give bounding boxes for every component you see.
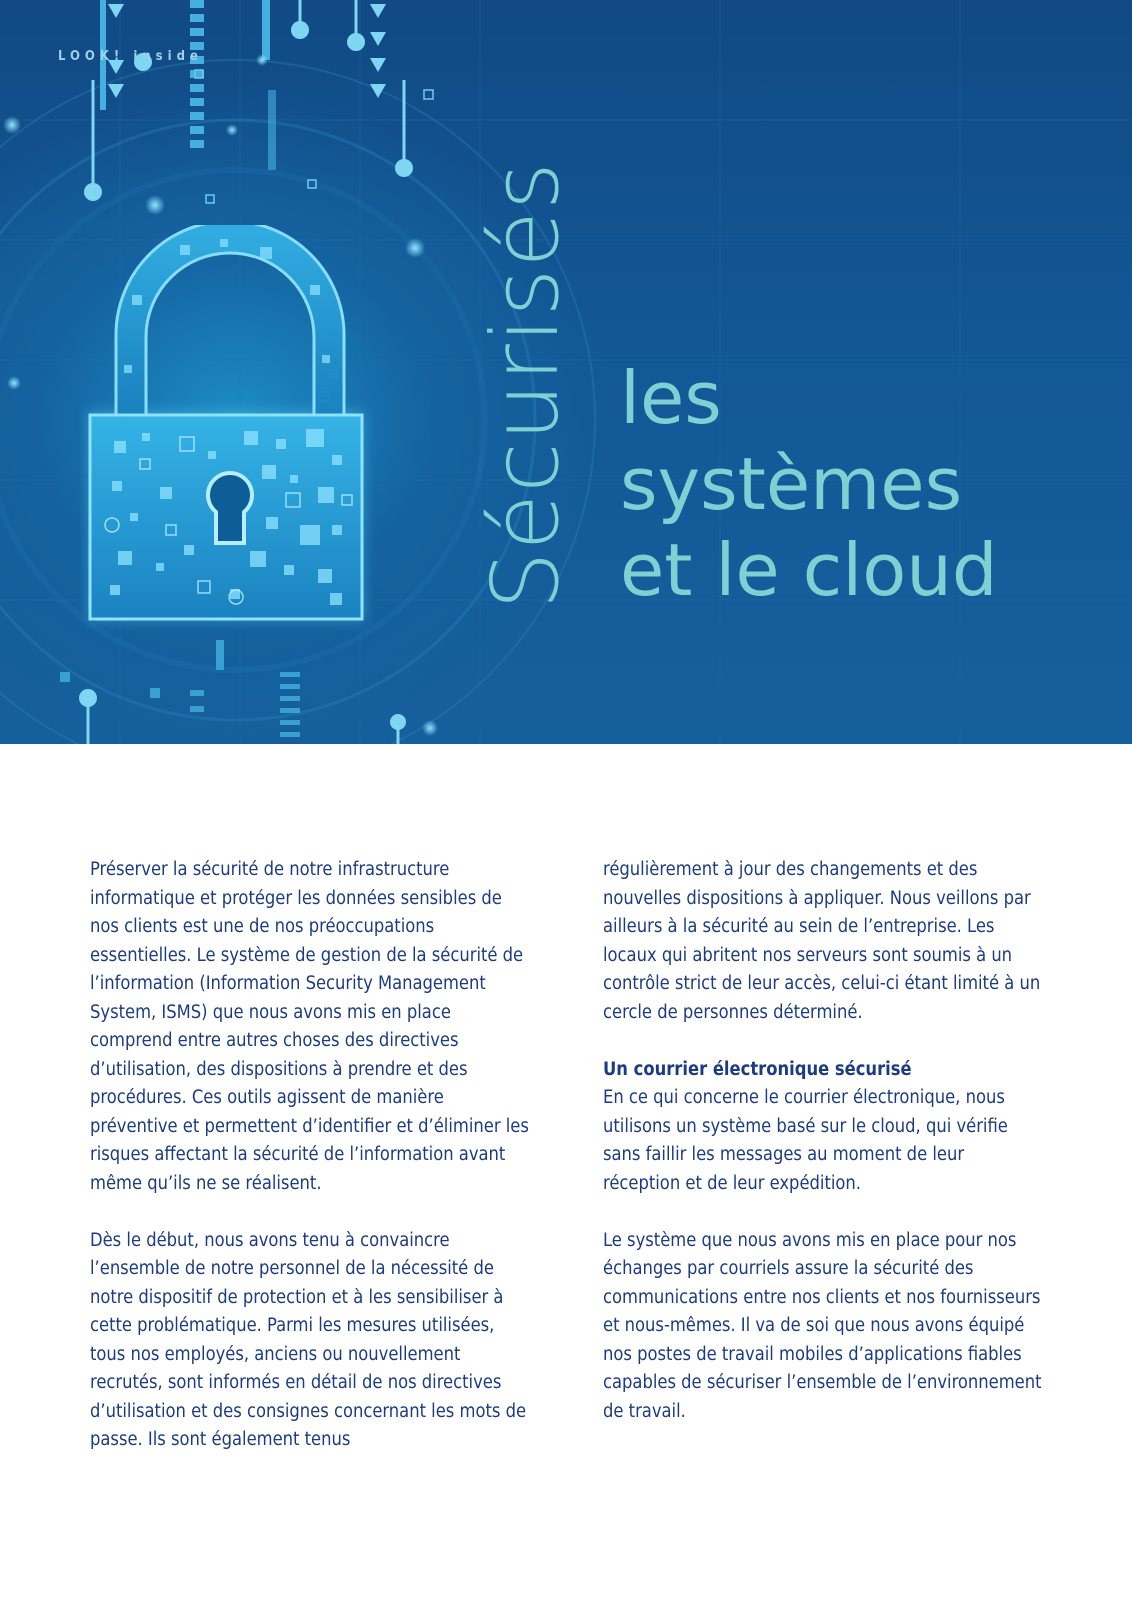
paragraph: Le système que nous avons mis en place pour nos échanges par courriels assure la sécurité des communications entre nos clients et nos fournisseurs et nous-mêmes. Il va de soi que nous avons équipé nos postes de travail mobiles d’applications fiables capables de sécuriser l’ensemble de l’environnement de travail. xyxy=(603,1229,1042,1422)
paragraph: En ce qui concerne le courrier électronique, nous utilisons un système basé sur le cloud, qui vérifie sans faillir les messages au moment de leur réception et de leur expédition. xyxy=(603,1087,1008,1194)
brand-label: LOOK! inside xyxy=(58,49,203,64)
title-line-3: et le cloud xyxy=(620,528,998,612)
hero-banner xyxy=(0,0,1132,744)
page-title xyxy=(620,355,1080,613)
title-vertical-word xyxy=(470,140,580,630)
paragraph: régulièrement à jour des changements et des nouvelles dispositions à appliquer. Nous veillons par ailleurs à la sécurité au sein de l’entreprise. Les locaux qui abritent nos serveurs sont soumis à un contrôle strict de leur accès, celui-ci étant limité à un cercle de personnes déterminé. xyxy=(603,859,1041,1023)
article-column-left xyxy=(90,856,530,1483)
title-vertical-text: Sécurisés xyxy=(471,160,579,610)
paragraph: Dès le début, nous avons tenu à convaincre l’ensemble de notre personnel de la nécessité de notre dispositif de protection et à les sensibiliser à cette problématique. Parmi les mesures utilisées, tous nos employés, anciens ou nouvellement recrutés, sont informés en détail de nos directives d’utilisation et des consignes concernant les mots de passe. Ils sont également tenus xyxy=(90,1229,527,1450)
article-column-right xyxy=(603,856,1043,1455)
section-block xyxy=(603,1056,1043,1199)
padlock-icon xyxy=(80,225,380,635)
title-line-2: systèmes xyxy=(620,442,963,526)
section-heading: Un courrier électronique sécurisé xyxy=(603,1058,912,1080)
title-line-1: les xyxy=(620,356,722,440)
paragraph: Préserver la sécurité de notre infrastructure informatique et protéger les données sensibles de nos clients est une de nos préoccupations essentielles. Le système de gestion de la sécurité de l’information (Information Security Management System, ISMS) que nous avons mis en place comprend entre autres choses des directives d’utilisation, des dispositions à prendre et des procédures. Ces outils agissent de manière préventive et permettent d’identifier et d’éliminer les risques affectant la sécurité de l’information avant même qu’ils ne se réalisent. xyxy=(90,859,529,1194)
